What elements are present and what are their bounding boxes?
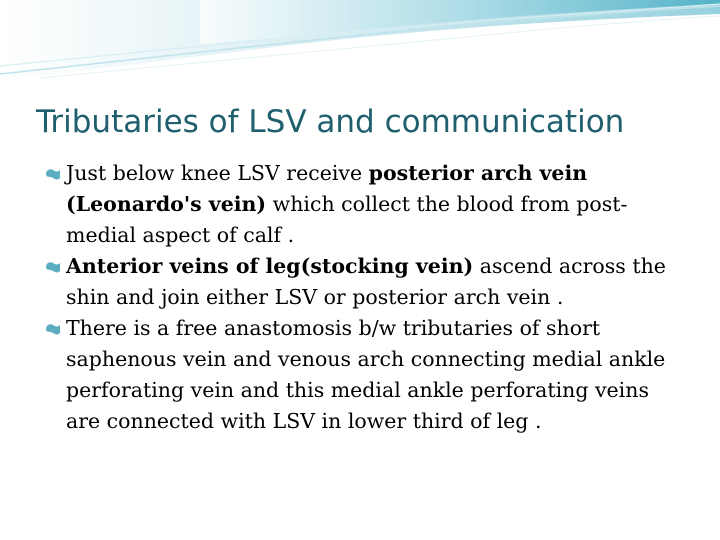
bullet-bold-text: posterior arch vein (Leonardo's vein) — [66, 161, 588, 216]
bullet-text: ascend across the shin and join either LSV or posterior arch vein . — [66, 254, 666, 309]
bullet-item — [44, 158, 684, 251]
bullet-text: Just below knee LSV receive — [66, 161, 369, 185]
bullet-item — [44, 313, 684, 437]
bullet-marker-icon — [44, 167, 62, 181]
bullet-marker-icon — [44, 260, 62, 274]
bullet-bold-text: Anterior veins of leg(stocking vein) — [66, 254, 474, 278]
bullet-text: There is a free anastomosis b/w tributaries of short saphenous vein and venous arch connecting medial ankle perforating vein and this medial ankle perforating veins are connected with LSV in lower third of leg . — [66, 316, 666, 433]
bullet-item — [44, 251, 684, 313]
slide-title: Tributaries of LSV and communication — [36, 104, 625, 140]
bullet-marker-icon — [44, 322, 62, 336]
decorative-wave-header — [0, 0, 720, 90]
bullet-text: which collect the blood from post-medial aspect of calf . — [66, 192, 628, 247]
bullet-list — [44, 158, 684, 437]
